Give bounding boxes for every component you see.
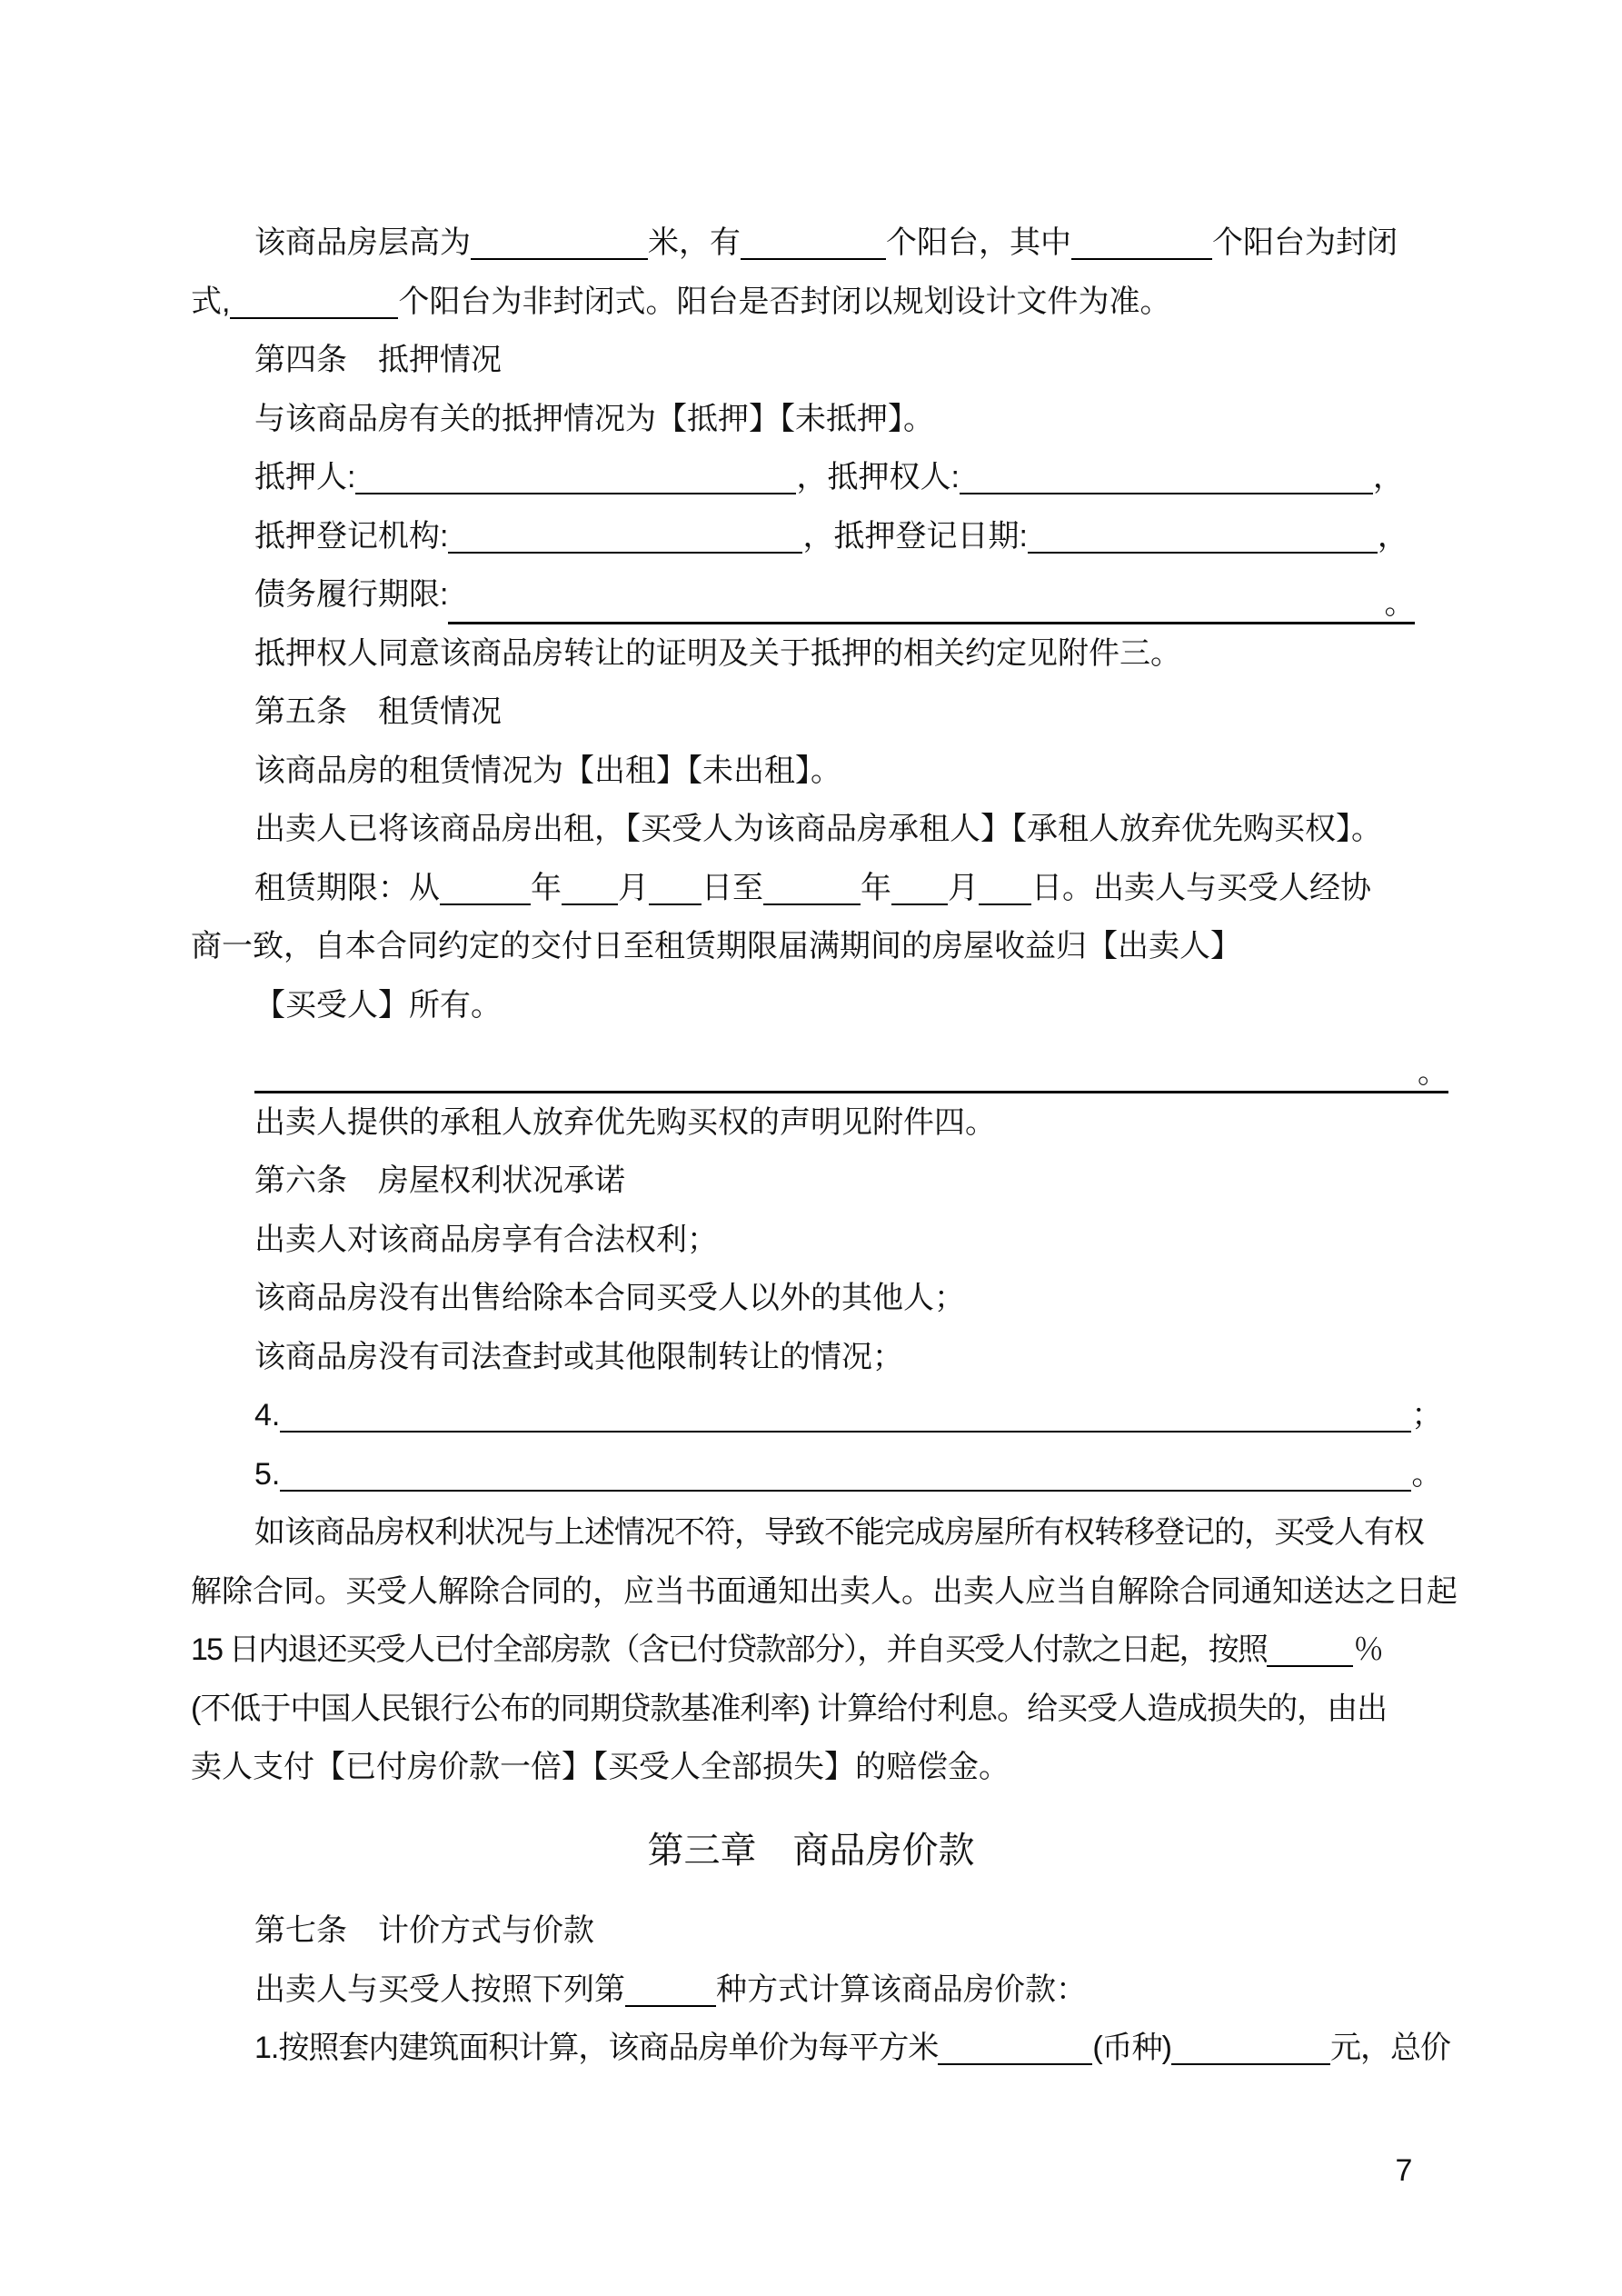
text-segment: ， [1377, 518, 1408, 554]
paragraph-line-item-4 [191, 1386, 1458, 1445]
blank-field [280, 1403, 1411, 1433]
clause-title: 第六条 房屋权利状况承诺 [254, 1163, 625, 1198]
paragraph-line-lease-term [191, 859, 1458, 918]
text-segment: 个阳台为非封闭式。阳台是否封闭以规划设计文件为准。 [398, 284, 1171, 319]
paragraph-line-leased-out [191, 800, 1458, 859]
paragraph-line-legal-rights [191, 1211, 1458, 1270]
blank-field [280, 1462, 1411, 1492]
blank-field [891, 876, 948, 905]
text-segment: 式, [191, 284, 231, 319]
blank-field [1267, 1638, 1353, 1667]
blank-field [1071, 231, 1212, 260]
paragraph-line-breach-2 [191, 1562, 1458, 1622]
blank-field [1171, 2036, 1330, 2065]
paragraph-line-mortgage-status [191, 390, 1458, 449]
blank-field [471, 231, 648, 260]
text-segment: 商一致，自本合同约定的交付日至租赁期限届满期间的房屋收益归【出卖人】 [191, 929, 1241, 963]
blank-field [562, 876, 618, 905]
blank-field-long [254, 1054, 1448, 1093]
blank-field [649, 876, 702, 905]
text-segment: 该商品房没有出售给除本合同买受人以外的其他人； [254, 1281, 965, 1315]
text-segment: 个阳台为封闭 [1212, 225, 1398, 260]
text-segment: 出卖人提供的承租人放弃优先购买权的声明见附件四。 [254, 1104, 996, 1140]
blank-field [1028, 524, 1378, 554]
text-segment: (不低于中国人民银行公布的同期贷款基准利率) 计算给付利息。给买受人造成损失的，由出 [191, 1691, 1388, 1726]
text-segment: 1.按照套内建筑面积计算，该商品房单价为每平方米 [254, 2031, 939, 2065]
paragraph-line-mortgagor [191, 448, 1458, 507]
text-segment: 日至 [702, 870, 763, 905]
text-segment: 抵押权人同意该商品房转让的证明及关于抵押的相关约定见附件三。 [254, 635, 1181, 671]
text-segment: ，抵押登记日期: [802, 518, 1028, 554]
paragraph-line-breach-4 [191, 1680, 1458, 1739]
paragraph-line-item-5 [191, 1445, 1458, 1504]
blank-field-long [448, 585, 1415, 624]
blank-field [230, 290, 398, 319]
text-segment: 。 [1418, 1055, 1448, 1090]
blank-field [625, 1978, 716, 2007]
paragraph-line-balcony [191, 273, 1458, 332]
blank-gap [254, 1082, 1418, 1083]
text-segment: 。 [1411, 1456, 1443, 1492]
paragraph-line-lease-income [191, 917, 1458, 976]
text-segment: ， [1372, 460, 1404, 494]
paragraph-line-unit-price [191, 2019, 1458, 2078]
contract-body [191, 214, 1458, 2078]
clause-title: 第七条 计价方式与价款 [254, 1913, 594, 1948]
text-segment: ； [1411, 1398, 1443, 1433]
text-segment: 5. [254, 1456, 281, 1492]
paragraph-line-breach-3 [191, 1621, 1458, 1680]
text-segment: 15 日内退还买受人已付全部房款（含已付贷款部分），并自买受人付款之日起，按照 [191, 1632, 1268, 1667]
text-segment: 卖人支付【已付房价款一倍】【买受人全部损失】的赔偿金。 [191, 1750, 1010, 1784]
blank-field [741, 231, 886, 260]
text-segment: 年 [861, 870, 891, 905]
text-segment: 抵押人: [254, 460, 356, 494]
paragraph-line-breach-5 [191, 1738, 1458, 1797]
clause-heading-5 [191, 683, 1458, 742]
paragraph-line-blank-full [191, 1034, 1458, 1093]
blank-field [440, 876, 531, 905]
text-segment: 出卖人与买受人按照下列第 [254, 1972, 625, 2007]
chapter-heading-3 [164, 1822, 1458, 1881]
text-segment: 租赁期限：从 [254, 870, 440, 905]
blank-field [960, 465, 1373, 494]
blank-field [938, 2036, 1092, 2065]
paragraph-line-price-method [191, 1961, 1458, 2020]
text-segment: 月 [618, 870, 649, 905]
paragraph-line-mortgagee-consent [191, 624, 1458, 684]
blank-gap [448, 613, 1384, 614]
text-segment: 。 [1384, 586, 1416, 621]
blank-field [979, 876, 1031, 905]
text-segment: ％ [1353, 1632, 1383, 1667]
clause-heading-4 [191, 331, 1458, 390]
paragraph-line-lease-status [191, 742, 1458, 801]
clause-title: 第五条 租赁情况 [254, 694, 502, 729]
paragraph-line-not-sold [191, 1269, 1458, 1328]
paragraph-line-mortgage-registry [191, 507, 1458, 566]
text-segment: (币种) [1092, 2031, 1172, 2065]
text-segment: 米，有 [648, 225, 741, 260]
text-segment: 如该商品房权利状况与上述情况不符，导致不能完成房屋所有权转移登记的，买受人有权 [254, 1515, 1424, 1550]
text-segment: 与该商品房有关的抵押情况为【抵押】【未抵押】。 [254, 401, 934, 436]
text-segment: 年 [531, 870, 562, 905]
text-segment: 该商品房的租赁情况为【出租】【未出租】。 [254, 753, 841, 788]
paragraph-line-breach-1 [191, 1503, 1458, 1562]
text-segment: 种方式计算该商品房价款： [716, 1972, 1087, 2007]
text-segment: 个阳台，其中 [886, 225, 1071, 260]
blank-field [448, 524, 802, 554]
text-segment: 该商品房层高为 [254, 225, 471, 260]
text-segment: 抵押登记机构: [254, 518, 449, 554]
text-segment: 4. [254, 1398, 281, 1433]
text-segment: 出卖人对该商品房享有合法权利； [254, 1222, 718, 1257]
clause-heading-7 [191, 1902, 1458, 1961]
paragraph-line-buyer-owns [191, 976, 1458, 1035]
paragraph-line-floor-height [191, 214, 1458, 273]
chapter-title: 第三章 商品房价款 [647, 1830, 975, 1871]
clause-heading-6 [191, 1152, 1458, 1211]
blank-field [763, 876, 861, 905]
text-segment: 日。出卖人与买受人经协 [1031, 870, 1371, 905]
clause-title: 第四条 抵押情况 [254, 343, 502, 377]
page-number: 7 [1395, 2153, 1413, 2188]
text-segment: 解除合同。买受人解除合同的，应当书面通知出卖人。出卖人应当自解除合同通知送达之日起 [191, 1573, 1458, 1609]
paragraph-line-waiver-statement [191, 1093, 1458, 1153]
paragraph-line-no-seizure [191, 1328, 1458, 1387]
text-segment: 月 [948, 870, 979, 905]
text-segment: 债务履行期限: [254, 577, 449, 612]
text-segment: ，抵押权人: [796, 460, 960, 494]
blank-field [355, 465, 796, 494]
text-segment: 【买受人】所有。 [254, 987, 502, 1023]
text-segment: 出卖人已将该商品房出租，【买受人为该商品房承租人】【承租人放弃优先购买权】。 [254, 812, 1382, 846]
paragraph-line-debt-term [191, 565, 1458, 624]
text-segment: 元，总价 [1330, 2031, 1451, 2065]
text-segment: 该商品房没有司法查封或其他限制转让的情况； [254, 1339, 903, 1374]
